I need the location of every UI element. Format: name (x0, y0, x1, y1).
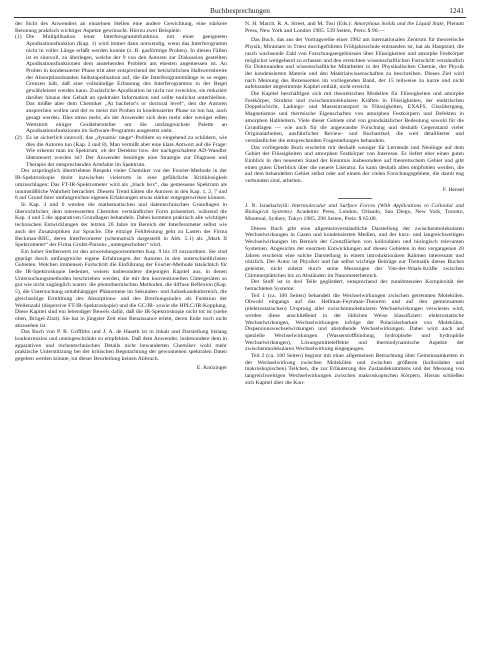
book-reference (245, 203, 464, 223)
body-paragraph: Der ursprünglich übertriebene Respekt vieler Chemiker vor der Fourier-Methode in der IR-Spektroskopie droht inzwischen vielerorts in eine gefährliche Kritiklosigkeit umzuschlagen: Das FT-IR-Spektrometer wird als „black box“, das gemessene Spektrum als unumstößliche Wahrheit betrachtet. Diesem Trend hätten die Autoren in den Kap. 1, 2, 7 und 8 auf Grund ihrer umfangreichen eigenen Erfahrungen etwas stärker entgegenwirken können. (15, 168, 227, 202)
body-paragraph: Ein hoher Stellenwert ist den anwendungsorientierten Kap. 9 bis 19 zuzuordnen. Sie sind geprägt durch umfangreiche eigene Erfahrungen der Autoren in den unterschiedlichsten Gebieten. Welchen immensen Fortschritt die Einführung der Fourier-Methode tatsächlich für die IR-Spektroskopie bedeutet, weisen insbesondere diejenigen Kapitel aus, in denen Untersuchungsmethoden beschrieben werden, die mit den konventionellen Gittergeräten so gut wie nicht zugänglich waren: die photothermischen Methoden, die diffuse Reflexion (Kap. 5), die Untersuchung zeitabhängiger Phänomene im Sekunden- und Subsekundenbereich, die gleichzeitige Ermittlung des Absorptions- und des Brechungsindex als Funktion der Wellenzahl (dispersive FT-IR-Spektroskopie) und die GC/IR- sowie die HPLC/IR-Kopplung. Diese Kapitel sind ein lebendiger Beweis dafür, daß die IR-Spektroskopie nicht tot ist (siehe oben, Brügel-Zitat). Sie hat in jüngster Zeit eine Renaissance erlebt, deren Ende noch nicht abzusehen ist. (15, 248, 227, 329)
item-text: Es ist sicherlich sinnvoll, das „dynamic range“-Problem so eingehend zu schildern, wie dies die Autoren tun (Kap. 2 und 8). Man vermißt aber eine klare Antwort auf die Frage: Wie erkennt man im Spektrum, ob der Detektor bzw. der nachgeschaltete AD-Wandler übersteuert worden ist? Der Anwender benötigte eine Strategie zur Diagnose und Therapie der entsprechenden Artefakte im Spektrum. (26, 134, 227, 168)
reference-authors: J. N. Israelachvili: (245, 202, 290, 209)
item-text: Die Multiplikation einer Interferogrammfunktion mit einer geeigneten Apodisationsfunktion (Kap. 1) wird immer dann notwendig, wenn das Interferogramm nicht in voller Länge erfaßt werden konnte (z. B. gasförmige Proben). In diesen Fällen ist es sinnvoll, zu überlegen, welche der 9 von den Autoren zur Diskussion gestellten Apodisationsfunktionen dem anstehenden Problem am ehesten angemessen ist. An Proben in kondensierter Phase tritt aber entsprechend der beträchtlichen Halbwertsbreite der Absorptionsbanden Selbstapodisation auf, die die Interferogrammlänge in so engen Grenzen hält, daß eine vollständige Erfassung des Interferogramms in der Regel gewährleistet werden kann. Zusätzliche Apodisation ist nicht nur zwecklos, sie reduziert darüber hinaus den Gehalt an spektraler Information und sollte tunlichst unterbleiben. Das müßte aber dem Chemiker „At bachelor's or doctoral level“, den die Autoren ansprechen wollen und der es meist mit Proben in kondensierter Phase zu tun hat, auch gesagt werden. Dies umso mehr, als der Anwender sich dem mehr oder weniger edlen Wettstreit einiger Gerätehersteller um die umfangreichste Palette an Apodisationsfunktionen im Software-Programm ausgesetzt sieht. (26, 34, 227, 135)
body-paragraph: Teil 2 (ca. 100 Seiten) beginnt mit einer allgemeinen Betrachtung über Gemeinsamkeiten in der Wechselwirkung zwischen Molekülen und zwischen größeren (kolloidalen und makroskopischen) Teilchen, die zur Erläuterung des Zustandekommens und der Messung von langreichweitigen Wechselwirkungen zwischen makroskopischen Körpern. Hieran schließen sich Kapitel über die Kon- (245, 353, 464, 386)
reference-authors: N. H. March, R. A. Street, and M. Tosi (Eds.): (245, 21, 352, 27)
book-reference (245, 21, 464, 34)
header-rule (14, 17, 466, 18)
reference-title: Amorphous Solids and the Liquid State (353, 21, 444, 27)
reviewer-signature: E. Knözinger (196, 364, 227, 371)
item-number: (2) (15, 134, 22, 141)
example-item (15, 135, 227, 169)
right-column (245, 21, 464, 387)
intro-paragraph: der Sicht des Anwenders an einzelnen Stellen eine andere Gewichtung, eine stärkere Betonung praktisch wichtiger Aspekte gewünscht. Hierzu zwei Beispiele: (15, 21, 227, 34)
journal-section-title: Buchbesprechungen (210, 6, 270, 15)
reference-publisher: , Plenum Press, New York and London 1985. 539 Seiten, Preis: $ 90.— (245, 21, 464, 34)
body-paragraph: Das Buch, das aus der Vortragsreihe einer 1982 am internationalen Zentrum für theoretische Physik, Miramare in Triest durchgeführten Frühjahrsschule entstanden ist, hat als Hauptziel, die rasch wachsende Zahl von Forschungsergebnissen über Flüssigkeiten und amorphe Festkörper möglichst weitgehend zu erfassen und den erreichten wissenschaftlichen Fortschritt verständlich für Doktoranden und wissenschaftliche Mitarbeiter in der Physikalischen Chemie, der Physik der kondensierten Materie und den Materialwissenschaften zu beschreiben. Dieses Ziel wird nach Meinung des Rezensenten im vorliegenden Band, der 15 teilweise zu kurze und nicht aufeinander abgestimmte Kapitel enthält, nicht erreicht. (245, 37, 464, 91)
body-paragraph: Das Buch von P. R. Griffiths und J. A. de Haseth ist in Inhalt und Darstellung bislang konkurrenzlos und uneingeschränkt zu empfehlen. Daß dem Anwender, insbesondere dem in apparativen und rechentechnischen Details nicht bewanderten Chemiker wohl mehr praktische Unterstützung bei der kritischen Begutachtung der gewonnenen spektralen Daten gegeben werden könnte, tut dieser Beurteilung keinen Abbruch. (15, 329, 227, 363)
body-paragraph: In Kap. 3 und 6 werden die mathematischen und datentechnischen Grundlagen in übersichtlicher, dem interessierten Chemiker verständlicher Form präsentiert, während die Kap. 4 und 5 die apparativen Grundlagen behandeln. Dabei kommen praktisch alle wichtigen technischen Entwicklungen der letzten 20 Jahre im Bereich der Interferometer selbst wie auch der Zusatzoptiken zur Sprache. Die einzige Fehlleistung geht zu Lasten der Firma Beckman-RIIC, deren Interferometer (schematisch dargestellt in Abb. 5.1) als „Mark II Spektrometer“ der Firma Grubb-Parsons „untergeschoben“ wird. (15, 201, 227, 249)
example-item (15, 34, 227, 135)
body-paragraph: Der Stoff ist in drei Teile gegliedert, entsprechend der zunehmenden Komplexität der betrachteten Systeme: (245, 279, 464, 293)
body-paragraph: Die Kapitel beschäftigen sich mit theoretischen Modellen für Flüssigkeiten und amorphe Festkörper, Struktur und zwischenmolekularen Kräften in Flüssigkeiten, der elektrischen Doppelschicht, Ladungs- und Massentransport in Flüssigkeiten, EXAFS, Glasübergang, Magnetismus und thermische Eigenschaften von amorphen Festkörpern und Defekten in amorphen Halbleitern. Viele dieser Gebiete sind von grundsätzlicher Bedeutung sowohl für die Grundlagen — wie auch für die angewandte Forschung und deshalb Gegenstand vieler Originalarbeiten, ausführlicher Review- und Buchartikel, die weit detaillierter und verständlicher die entsprechenden Fragestellungen behandeln. (245, 91, 464, 144)
review-divider (338, 198, 372, 199)
reference-title: Intermolecular and Surface Forces (With Applications to Colloidal and Biological Systems) (245, 202, 464, 216)
page-number: 1241 (449, 6, 464, 15)
body-paragraph: Das vorliegende Buch erscheint mir deshalb weniger für Lernende und Neulinge auf dem Gebiet der Flüssigkeiten und amorphen Festkörper von Interesse. Es liefert eher einen guten Einblick in den neuesten Stand der Kenntnis insbesondere auf theoretischem Gebiet und gibt einen guten Überblick über die neuere Literatur. Es kann deshalb allen empfohlen werden, die auf dem behandelten Gebiet selbst oder auf einem der vielen Forschungsgebiete, die damit eng verbunden sind, arbeiten. (245, 144, 464, 185)
item-number: (1) (15, 34, 22, 41)
reference-publisher: . Academic Press, London, Orlando, San Diego, New York, Toronto, Montreal, Sydney, Tokyo 1985, 296 Seiten, Preis: $ 65.00. (245, 209, 464, 222)
left-column (15, 21, 227, 372)
body-paragraph: Dieses Buch gibt eine allgemeinverständliche Darstellung der zwischenmolekularen Wechselwirkungen in Gasen und kondensierten Medien, und der kurz- und langreichweitigen Wechselwirkungen im Bereich der Grenzflächen von kolloidalen und biologisch relevanten Systemen. Angesichts der enormen Entwicklungen auf diesen Gebieten in den vergangenen 20 Jahren erscheint eine solche Darstellung in einem introduktionären Rahmen interessant und nützlich. Der Autor ist Physiker und hat selbst wichtige Beiträge zur Thematik dieses Buches geleistet, nicht zuletzt durch seine Messungen der Van-der-Waals-Kräfte zwischen Glimmerplättchen bis zu Abständen im Nanometerbereich. (245, 225, 464, 279)
reviewer-signature: F. Hensel (442, 186, 464, 193)
body-paragraph: Teil 1 (ca. 100 Seiten) behandelt die Wechselwirkungen zwischen getrennten Molekülen. Obwohl eingangs auf das Hellman-Feynman-Theorem und auf den gemeinsamen (elektrostatischen) Ursprung aller zwischenmolekularen Wechselwirkungen verwiesen wird, werden diese anschließend in der üblichen Weise klassifiziert: elektrostatische Wechselwirkungen, Wechselwirkungen infolge der Polarisierbarkeit von Molekülen, Dispersionswechselwirkungen und abstoßende Wechselwirkungen. Dabei wird auch auf spezielle Wechselwirkungen (Wasserstoffbindung, hydrophobe und hydrophile Wechselwirkungen), Lösungsmitteleffekte und thermodynamische Aspekte der zwischenmolekularen Wechselwirkung eingegangen. (245, 292, 464, 353)
